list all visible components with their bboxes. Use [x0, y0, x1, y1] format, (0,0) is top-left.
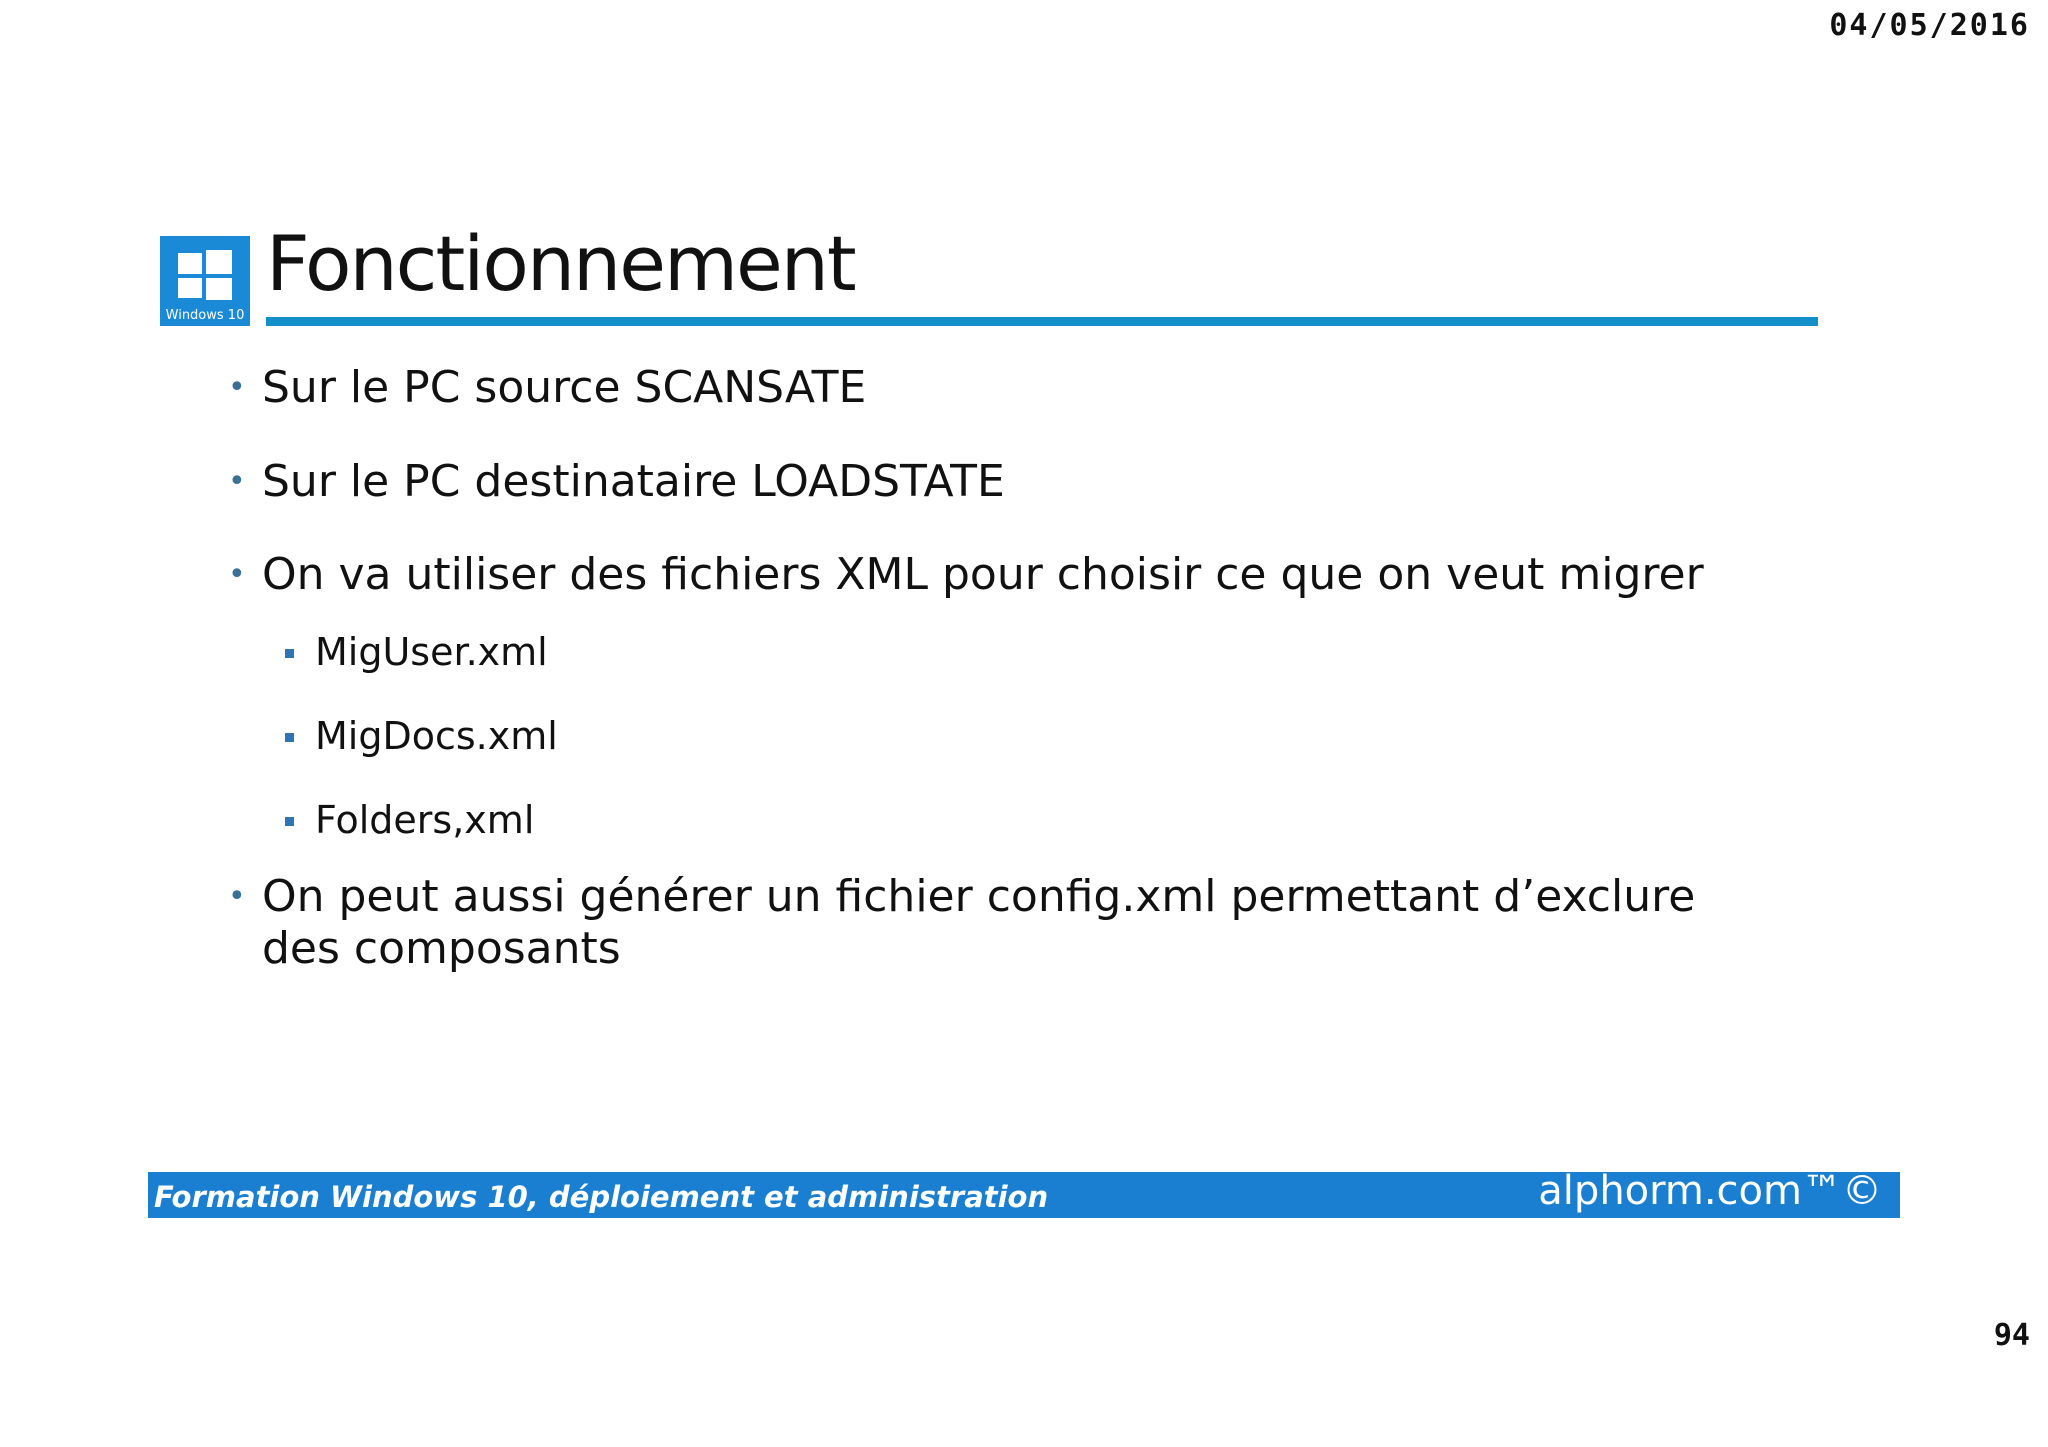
- footer-course-title: Formation Windows 10, déploiement et administration: [154, 1180, 1049, 1214]
- bullet-item: [228, 871, 1708, 975]
- bullet-item: • On va utiliser des fichiers XML pour choisir ce que on veut migrer: [228, 549, 1708, 601]
- windows-10-logo: [160, 236, 250, 326]
- windows-icon: [178, 250, 232, 300]
- sub-bullet-item: MigUser.xml: [285, 629, 1708, 675]
- logo-label: Windows 10: [165, 308, 245, 323]
- slide-date: 04/05/2016: [1829, 8, 2030, 43]
- footer-bar: [148, 1168, 1900, 1218]
- slide-title: Fonctionnement: [266, 219, 855, 308]
- bullet-text-before: On peut aussi générer un fichier: [262, 871, 987, 922]
- bullet-text-emphasis: config.xml: [986, 871, 1217, 922]
- slide-content: [228, 362, 1708, 975]
- sub-bullet-item: MigDocs.xml: [285, 713, 1708, 759]
- sub-bullet-item: Folders,xml: [285, 797, 1708, 843]
- title-underline: [266, 317, 1818, 326]
- bullet-item: • Sur le PC destinataire LOADSTATE: [228, 456, 1708, 508]
- footer-brand: alphorm.com™©: [1538, 1168, 1882, 1214]
- page-number: 94: [1993, 1318, 2030, 1353]
- bullet-text-after: permettant d’exclure des composants: [262, 871, 1696, 974]
- bullet-item: • Sur le PC source SCANSATE: [228, 362, 1708, 414]
